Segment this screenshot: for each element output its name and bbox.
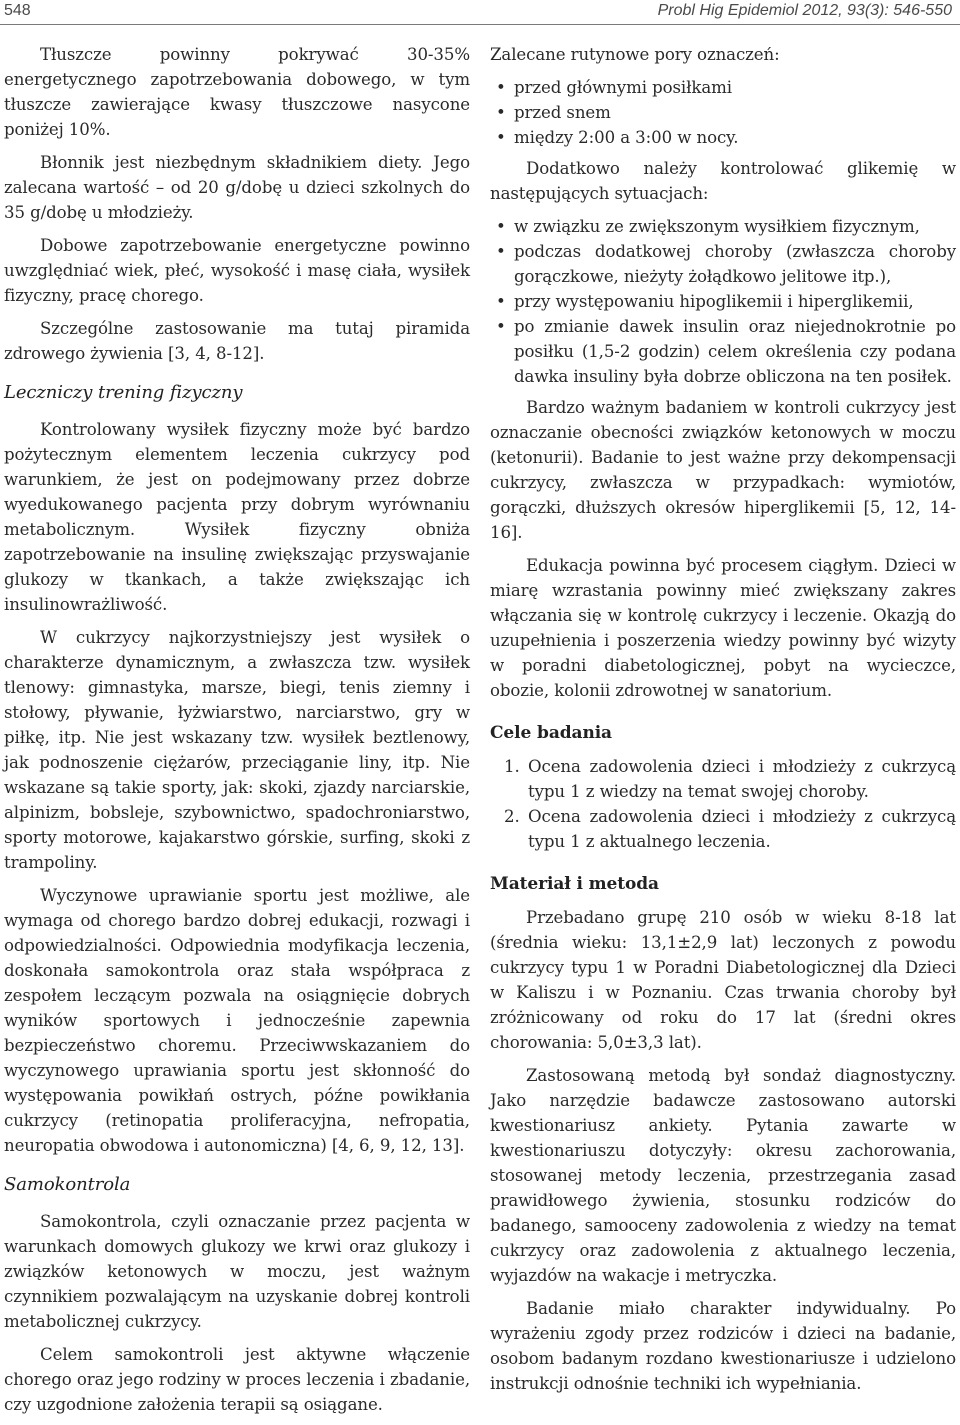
additional-situations-list — [490, 214, 956, 389]
list-number: 2. — [504, 807, 520, 826]
list-item: • po zmianie dawek insulin oraz niejednokrotnie po posiłku (1,5-2 godzin) celem określenia czy podana dawka insuliny była dobrze obliczona na ten posiłek. — [490, 314, 956, 389]
paragraph-fiber: Błonnik jest niezbędnym składnikiem diety. Jego zalecana wartość – od 20 g/dobę u dzieci szkolnych do 35 g/dobę u młodzieży. — [4, 153, 470, 222]
study-aims-list — [490, 754, 956, 854]
heading-physical-training: Leczniczy trening fizyczny — [4, 382, 243, 403]
right-column — [490, 42, 956, 1404]
heading-study-aims: Cele badania — [490, 723, 612, 743]
paragraph-education: Edukacja powinna być procesem ciągłym. Dzieci w miarę wzrastania powinny mieć zwiększany zakres włączania się w kontrolę cukrzycy i leczenie. Okazją do uzupełnienia i poszerzenia wiedzy powinny być wizyty w poradni diabetologicznej, pobyt na wycieczce, obozie, kolonii zdrowotnej w sanatorium. — [490, 556, 956, 700]
paragraph-additional-glycemia: Dodatkowo należy kontrolować glikemię w następujących sytuacjach: — [490, 159, 956, 203]
paragraph-self-control-goal: Celem samokontroli jest aktywne włączenie chorego oraz jego rodziny w proces leczenia i zbadanie, czy uzgodnione założenia terapii są osiągane. — [4, 1345, 470, 1414]
list-item-text: Ocena zadowolenia dzieci i młodzieży z cukrzycą typu 1 z wiedzy na temat swojej choroby. — [528, 757, 956, 801]
routine-times-list — [490, 75, 956, 150]
list-number: 1. — [504, 757, 520, 776]
list-item — [490, 804, 956, 854]
paragraph-fats: Tłuszcze powinny pokrywać 30-35% energetycznego zapotrzebowania dobowego, w tym tłuszcze zawierające kwasy tłuszczowe nasycone poniżej 10%. — [4, 45, 470, 139]
paragraph-routine-times: Zalecane rutynowe pory oznaczeń: — [490, 45, 780, 64]
list-item — [490, 754, 956, 804]
heading-material-method: Materiał i metoda — [490, 874, 659, 894]
paragraph-exercise-types: W cukrzycy najkorzystniejszy jest wysiłek o charakterze dynamicznym, a zwłaszcza tzw. wysiłek tlenowy: gimnastyka, marsze, biegi, tenis ziemny i stołowy, pływanie, łyżwiarstwo, narciarstwo, gry w piłkę, itp. Nie jest wskazany tzw. wysiłek beztlenowy, jak podnoszenie ciężarów, przeciąganie liny, itp. Nie wskazane są takie sporty, jak: skoki, zjazdy narciarskie, alpinizm, bobsleje, szybownictwo, spadochroniarstwo, sporty motorowe, kajakarstwo górskie, surfing, skoki z trampoliny. — [4, 628, 470, 872]
page-number: 548 — [4, 2, 31, 19]
running-header — [0, 0, 960, 26]
heading-self-control: Samokontrola — [4, 1174, 131, 1195]
paragraph-competitive-sport: Wyczynowe uprawianie sportu jest możliwe, ale wymaga od chorego bardzo dobrej edukacji, rozwagi i odpowiedzialności. Odpowiednia modyfikacja leczenia, doskonała samokontrola oraz stała współpraca z zespołem leczącym pozwala na osiągnięcie dobrych wyników sportowych i jednocześnie zapewnia bezpieczeństwo choremu. Przeciwwskazaniem do wyczynowego uprawiania sportu jest skłonność do występowania powikłań ostrych, późne powikłania cukrzycy (retinopatia proliferacyjna, nefropatia, neuropatia obwodowa i autonomiczna) [4, 6, 9, 12, 13]. — [4, 886, 470, 1155]
paragraph-energy: Dobowe zapotrzebowanie energetyczne powinno uwzględniać wiek, płeć, wysokość i masę ciała, wysiłek fizyczny, pracę chorego. — [4, 236, 470, 305]
journal-reference: Probl Hig Epidemiol 2012, 93(3): 546-550 — [657, 2, 952, 19]
list-item: • przy występowaniu hipoglikemii i hiperglikemii, — [490, 289, 956, 314]
list-item: • przed głównymi posiłkami — [490, 75, 956, 100]
left-column — [4, 42, 470, 1425]
paragraph-study-group: Przebadano grupę 210 osób w wieku 8-18 lat (średnia wieku: 13,1±2,9 lat) leczonych z powodu cukrzycy typu 1 w Poradni Diabetologicznej dla Dzieci w Kaliszu i w Poznaniu. Czas trwania choroby był zróżnicowany od roku do 17 lat (średni okres chorowania: 5,0±3,3 lat). — [490, 908, 956, 1052]
paragraph-pyramid: Szczególne zastosowanie ma tutaj piramida zdrowego żywienia [3, 4, 8-12]. — [4, 319, 470, 363]
header-rule — [0, 24, 960, 25]
list-item-text: Ocena zadowolenia dzieci i młodzieży z cukrzycą typu 1 z aktualnego leczenia. — [528, 807, 956, 851]
list-item: • podczas dodatkowej choroby (zwłaszcza choroby gorączkowe, nieżyty żołądkowo jelitowe itp.), — [490, 239, 956, 289]
paragraph-self-control-definition: Samokontrola, czyli oznaczanie przez pacjenta w warunkach domowych glukozy we krwi oraz glukozy i związków ketonowych w moczu, jest ważnym czynnikiem pozwalającym na uzyskanie dobrej kontroli metabolicznej cukrzycy. — [4, 1212, 470, 1331]
paragraph-method: Zastosowaną metodą był sondaż diagnostyczny. Jako narzędzie badawcze zastosowano autorski kwestionariusz ankiety. Pytania zawarte w kwestionariuszu dotyczyły: okresu zachorowania, stosowanej metody leczenia, przestrzegania zasad prawidłowego żywienia, stosunku rodziców do badanego, samooceny zadowolenia z wiedzy na temat cukrzycy oraz zadowolenia z aktualnego leczenia, wyjazdów na wakacje i metryczka. — [490, 1066, 956, 1285]
list-item: • przed snem — [490, 100, 956, 125]
paragraph-procedure: Badanie miało charakter indywidualny. Po wyrażeniu zgody przez rodziców i dzieci na badanie, osobom badanym rozdano kwestionariusze i udzielono instrukcji odnośnie techniki ich wypełniania. — [490, 1299, 956, 1393]
list-item: • między 2:00 a 3:00 w nocy. — [490, 125, 956, 150]
paragraph-ketonuria: Bardzo ważnym badaniem w kontroli cukrzycy jest oznaczanie obecności związków ketonowych w moczu (ketonurii). Badanie to jest ważne przy dekompensacji cukrzycy, zwłaszcza w przypadkach: wymiotów, gorączki, dłuższych okresów hiperglikemii [5, 12, 14-16]. — [490, 398, 956, 542]
list-item: • w związku ze zwiększonym wysiłkiem fizycznym, — [490, 214, 956, 239]
paragraph-exercise-control: Kontrolowany wysiłek fizyczny może być bardzo pożytecznym elementem leczenia cukrzycy pod warunkiem, że jest on podejmowany przez dobrze wyedukowanego pacjenta przy dobrym wyrównaniu metabolicznym. Wysiłek fizyczny obniża zapotrzebowanie na insulinę zwiększając przyswajanie glukozy w tkankach, a także zwiększając ich insulinowrażliwość. — [4, 420, 470, 614]
